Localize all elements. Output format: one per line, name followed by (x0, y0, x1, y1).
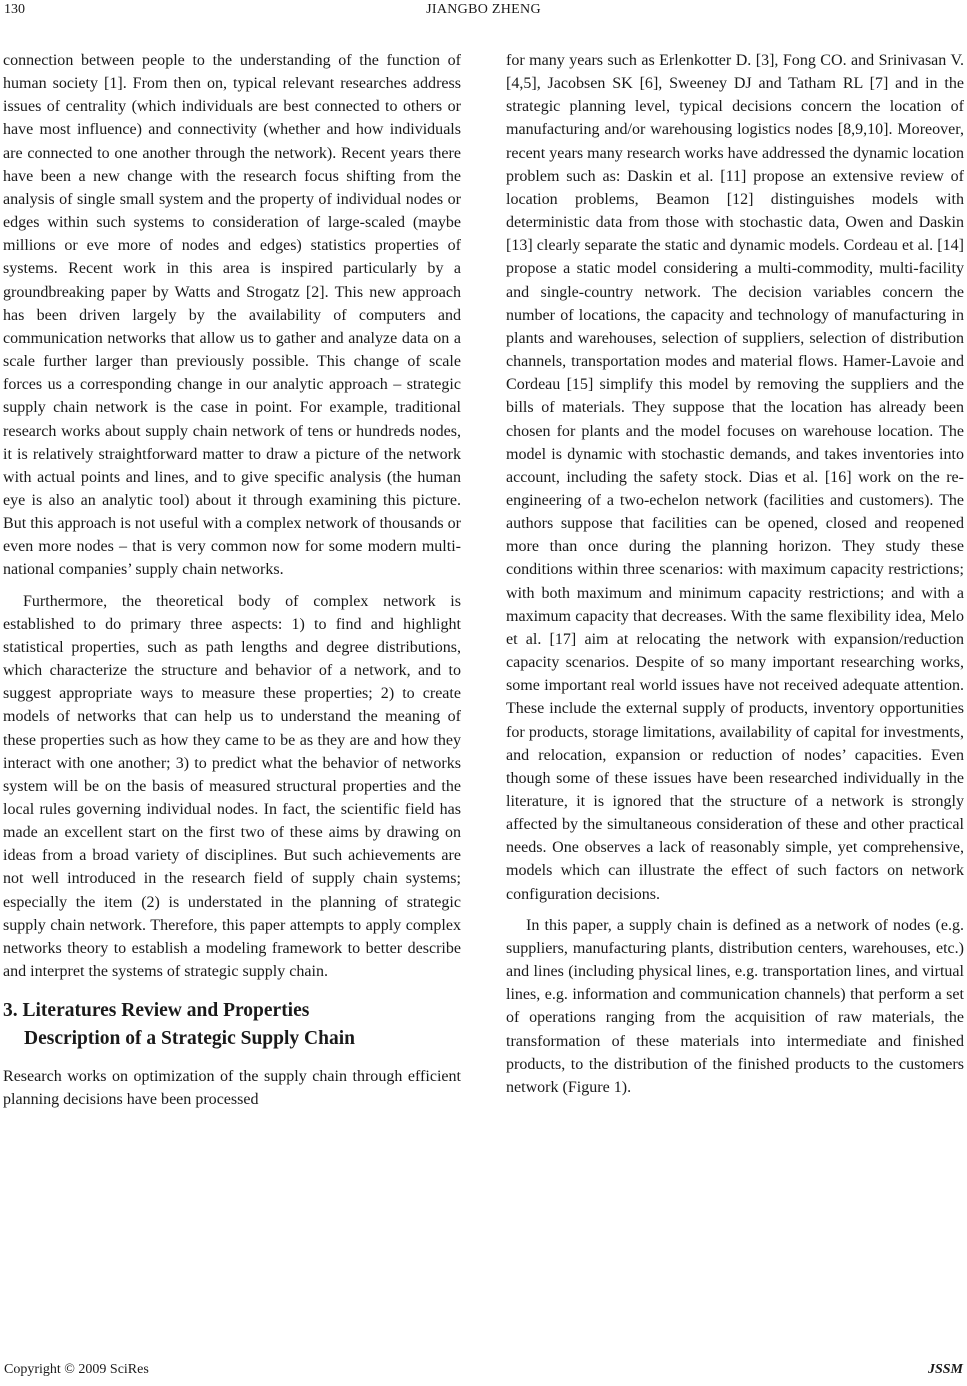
paragraph: for many years such as Erlenkotter D. [3], Fong CO. and Srinivasan V. [4,5], Jacobsen SK [6], Sweeney DJ and Tatham RL [7] and in the strategic planning level, typical decisions concern the location of manufacturing and/or warehousing logistics nodes [8,9,10]. Moreover, recent years many research works have addressed the dynamic location problem such as: Daskin et al. [11] propose an extensive review of location problems, Beamon [12] distinguishes models with deterministic data from those with stochastic data, Owen and Daskin [13] clearly separate the static and dynamic models. Cordeau et al. [14] propose a static model considering a multi-commodity, multi-facility and single-country network. The decision variables concern the number of locations, the capacity and technology of manufacturing in plants and warehouses, selection of suppliers, selection of distribution channels, transportation modes and material flows. Hamer-Lavoie and Cordeau [15] simplify this model by removing the suppliers and the bills of materials. They suppose that the location has already been chosen for plants and the model focuses on warehouse location. The model is dynamic with stochastic demands, and takes inventories into account, including the safety stock. Dias et al. [16] work on the re-engineering of a two-echelon network (facilities and customers). The authors suppose that facilities can be opened, closed and reopened more than once during the planning horizon. They study these conditions within three scenarios: with maximum capacity restrictions; with both maximum and minimum capacity restrictions; and with a maximum capacity that decreases. With the same flexibility idea, Melo et al. [17] aim at relocating the network with expansion/reduction capacity scenarios. Despite of so many important researching works, some important real world issues have not received adequate attention. These include the external supply of products, inventory opportunities for products, storage limitations, availability of capital for investments, and relocation, expansion or reduction of nodes’ capacities. Even though some of these issues have been researched individually in the literature, it is ignored that the structure of a network is strongly affected by the simultaneous consideration of these and other practical needs. One observes a lack of reasonably simple, yet comprehensive, models which can illustrate the effect of such factors on network configuration decisions. (506, 52, 964, 903)
page-footer (0, 1362, 967, 1384)
copyright-notice: Copyright © 2009 SciRes (4, 1362, 149, 1377)
page-number: 130 (4, 2, 25, 17)
page-header (0, 0, 967, 34)
paragraph: Furthermore, the theoretical body of complex network is established to do primary three aspects: 1) to find and highlight statistical properties, such as path lengths and degree distributions, which characterize the structure and behavior of a network, and to suggest appropriate ways to measure these properties; 2) to create models of networks that can help us to understand the meaning of these properties such as how they came to be as they are and how they interact with one another; 3) to predict what the behavior of networks system will be on the basis of measured structural properties and the local rules governing individual nodes. In fact, the scientific field has made an excellent start on the first two of these aims by drawing on ideas from a broad variety of disciplines. But such achievements are not well introduced in the research field of supply chain systems; especially the item (2) is understated in the planning of strategic supply chain network. Therefore, this paper attempts to apply complex networks theory to establish a modeling framework to better describe and interpret the systems of strategic supply chain. (3, 592, 461, 981)
section-heading (3, 997, 461, 1053)
journal-name: JSSM (927, 1362, 963, 1377)
running-title: JIANGBO ZHENG (426, 2, 541, 17)
paragraph: In this paper, a supply chain is defined as a network of nodes (e.g. suppliers, manufacturing plants, distribution centers, warehouses, etc.) and lines (including physical lines, e.g. transportation lines, and virtual lines, e.g. information and communication channels) that perform a set of operations ranging from the acquisition of raw materials, the transformation of these materials into intermediate and finished products, to the distribution of the finished products to the customers network (Figure 1). (506, 916, 964, 1096)
left-column (3, 49, 461, 1112)
paragraph: Research works on optimization of the supply chain through efficient planning decisions have been processed (3, 1068, 461, 1109)
section-heading-line: Description of a Strategic Supply Chain (24, 1028, 355, 1050)
paragraph: connection between people to the understanding of the function of human society [1]. From then on, typical relevant researches address issues of centrality (which individuals are best connected to others or have most influence) and connectivity (whether and how individuals are connected to one another through the network). Recent years there have been a new change with the research focus shifting from the analysis of single small system and the property of individual nodes or edges within such systems to consideration of large-scaled (maybe millions or eve more of nodes and edges) statistics properties of systems. Recent work in this area is inspired particularly by a groundbreaking paper by Watts and Strogatz [2]. This new approach has been driven largely by the availability of computers and communication networks that allow us to gather and analyze data on a scale further larger than previously possible. This change of scale forces us a corresponding change in our analytic approach – strategic supply chain network is the case in point. For example, traditional research works about supply chain network of tens or hundreds nodes, it is relatively straightforward matter to draw a picture of the network with actual points and lines, and to give specific analysis (the human eye is also an analytic tool) about it through examining this picture. But this approach is not useful with a complex network of thousands or even more nodes – that is very common now for some modern multi-national companies’ supply chain networks. (3, 52, 461, 579)
section-heading-line: 3. Literatures Review and Properties (3, 1000, 310, 1022)
right-column (506, 49, 964, 1099)
